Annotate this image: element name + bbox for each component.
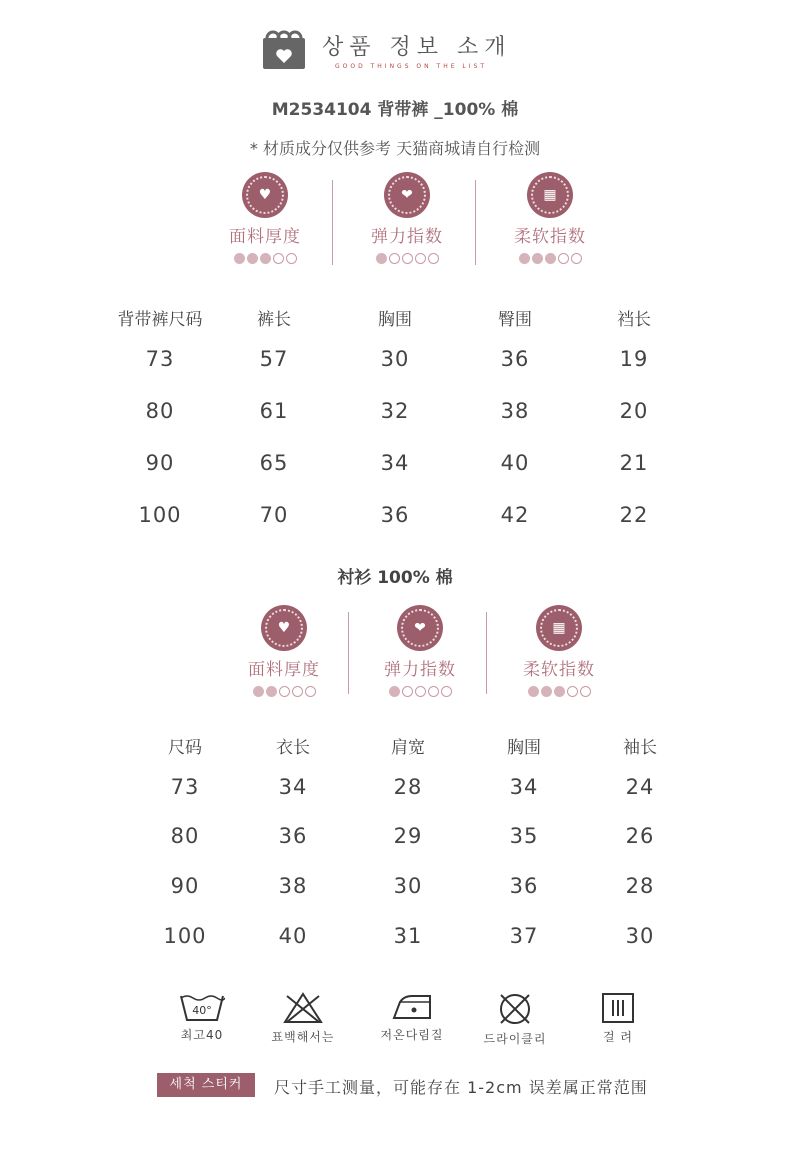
rating-dot (541, 686, 552, 697)
rating-dot (389, 253, 400, 264)
material-note: * 材质成分仅供参考 天猫商城请自行检测 (249, 139, 541, 158)
rating-dots (355, 686, 485, 697)
table-cell: 30 (380, 347, 410, 371)
table-cell: 35 (509, 824, 539, 848)
rating-dot (428, 686, 439, 697)
table-cell: 36 (380, 503, 410, 527)
table-cell: 31 (393, 924, 423, 948)
table-cell: 100 (138, 503, 182, 527)
rating-dot (571, 253, 582, 264)
table-cell: 70 (259, 503, 289, 527)
table-cell: 36 (509, 874, 539, 898)
table-cell: 36 (278, 824, 308, 848)
care-item (470, 992, 560, 1047)
attribute-label: 弹力指数 (384, 660, 456, 680)
rating-dot (286, 253, 297, 264)
column-header: 臀围 (498, 310, 532, 330)
rating-dot (580, 686, 591, 697)
table-cell: 29 (393, 824, 423, 848)
table-cell: 57 (259, 347, 289, 371)
rating-dot (428, 253, 439, 264)
table-cell: 26 (625, 824, 655, 848)
rating-dot (260, 253, 271, 264)
rating-dot (253, 686, 264, 697)
table-cell: 28 (393, 775, 423, 799)
wash-40-icon (157, 992, 247, 1022)
rating-dot (545, 253, 556, 264)
rating-dot (376, 253, 387, 264)
cake-icon: ▦ (536, 605, 582, 651)
rating-dot (415, 253, 426, 264)
brand-subtitle: GOOD THINGS ON THE LIST (335, 63, 488, 70)
attribute-label: 面料厚度 (248, 660, 320, 680)
column-header: 背带裤尺码 (117, 310, 203, 330)
table-cell: 80 (170, 824, 200, 848)
attribute-label: 柔软指数 (523, 660, 595, 680)
rating-dot (441, 686, 452, 697)
table-cell: 28 (625, 874, 655, 898)
table-cell: 90 (170, 874, 200, 898)
table-cell: 38 (278, 874, 308, 898)
column-header: 尺码 (168, 738, 202, 758)
attribute-group (494, 605, 624, 697)
svg-text:40°: 40° (192, 1004, 212, 1017)
shirt-section-title: 衬衫 100% 棉 (337, 568, 453, 588)
attribute-group (342, 172, 472, 264)
rating-dot (305, 686, 316, 697)
rating-dot (266, 686, 277, 697)
measurement-note: 尺寸手工测量，可能存在 1-2cm 误差属正常范围 (274, 1078, 648, 1097)
brand-logo-icon (262, 30, 306, 70)
product-code: M2534104 背带裤 _100% 棉 (271, 100, 519, 120)
table-cell: 30 (393, 874, 423, 898)
attribute-label: 弹力指数 (371, 227, 443, 247)
heart-badge-icon: ❤ (397, 605, 443, 651)
hang-dry-icon (573, 992, 663, 1024)
no-bleach-icon (258, 992, 348, 1024)
tshirt-heart-icon: ♥ (261, 605, 307, 651)
rating-dots (494, 686, 624, 697)
care-item (258, 992, 348, 1045)
rating-dot (528, 686, 539, 697)
brand-title: 상품 정보 소개 (322, 35, 512, 60)
care-sticker-badge: 세척 스티커 (157, 1073, 255, 1097)
table-cell: 40 (500, 451, 530, 475)
table-cell: 100 (163, 924, 207, 948)
no-dryclean-icon (470, 992, 560, 1026)
attribute-group (355, 605, 485, 697)
table-cell: 34 (278, 775, 308, 799)
rating-dot (415, 686, 426, 697)
table-cell: 30 (625, 924, 655, 948)
iron-low-icon (367, 992, 457, 1022)
column-header: 袖长 (623, 738, 657, 758)
rating-dot (402, 686, 413, 697)
care-label: 저온다림질 (380, 1028, 444, 1042)
table-cell: 21 (619, 451, 649, 475)
cake-icon: ▦ (527, 172, 573, 218)
rating-dot (389, 686, 400, 697)
table-cell: 80 (145, 399, 175, 423)
rating-dot (402, 253, 413, 264)
table-cell: 38 (500, 399, 530, 423)
table-cell: 34 (509, 775, 539, 799)
divider (348, 612, 349, 694)
rating-dot (567, 686, 578, 697)
column-header: 肩宽 (391, 738, 425, 758)
table-cell: 32 (380, 399, 410, 423)
table-cell: 22 (619, 503, 649, 527)
attribute-group (200, 172, 330, 264)
care-label: 드라이클리 (483, 1032, 547, 1046)
table-cell: 65 (259, 451, 289, 475)
table-cell: 36 (500, 347, 530, 371)
table-cell: 61 (259, 399, 289, 423)
table-cell: 34 (380, 451, 410, 475)
table-cell: 37 (509, 924, 539, 948)
column-header: 裤长 (257, 310, 291, 330)
rating-dots (219, 686, 349, 697)
column-header: 胸围 (507, 738, 541, 758)
attribute-group (485, 172, 615, 264)
table-cell: 73 (145, 347, 175, 371)
care-label: 표백해서는 (271, 1030, 335, 1044)
table-cell: 90 (145, 451, 175, 475)
rating-dot (558, 253, 569, 264)
column-header: 衣长 (276, 738, 310, 758)
care-label: 최고40 (180, 1028, 224, 1042)
column-header: 胸围 (378, 310, 412, 330)
table-cell: 73 (170, 775, 200, 799)
attribute-group (219, 605, 349, 697)
care-item (157, 992, 247, 1043)
rating-dot (532, 253, 543, 264)
table-cell: 24 (625, 775, 655, 799)
attribute-label: 柔软指数 (514, 227, 586, 247)
care-item (367, 992, 457, 1043)
attribute-label: 面料厚度 (229, 227, 301, 247)
rating-dot (279, 686, 290, 697)
divider (332, 180, 333, 265)
table-cell: 20 (619, 399, 649, 423)
rating-dot (234, 253, 245, 264)
rating-dot (273, 253, 284, 264)
rating-dot (292, 686, 303, 697)
care-label: 걸 려 (603, 1030, 633, 1044)
rating-dots (200, 253, 330, 264)
column-header: 裆长 (617, 310, 651, 330)
divider (475, 180, 476, 265)
table-cell: 19 (619, 347, 649, 371)
rating-dot (247, 253, 258, 264)
tshirt-heart-icon: ♥ (242, 172, 288, 218)
rating-dot (519, 253, 530, 264)
care-item (573, 992, 663, 1045)
rating-dot (554, 686, 565, 697)
rating-dots (485, 253, 615, 264)
rating-dots (342, 253, 472, 264)
table-cell: 40 (278, 924, 308, 948)
divider (486, 612, 487, 694)
table-cell: 42 (500, 503, 530, 527)
heart-badge-icon: ❤ (384, 172, 430, 218)
